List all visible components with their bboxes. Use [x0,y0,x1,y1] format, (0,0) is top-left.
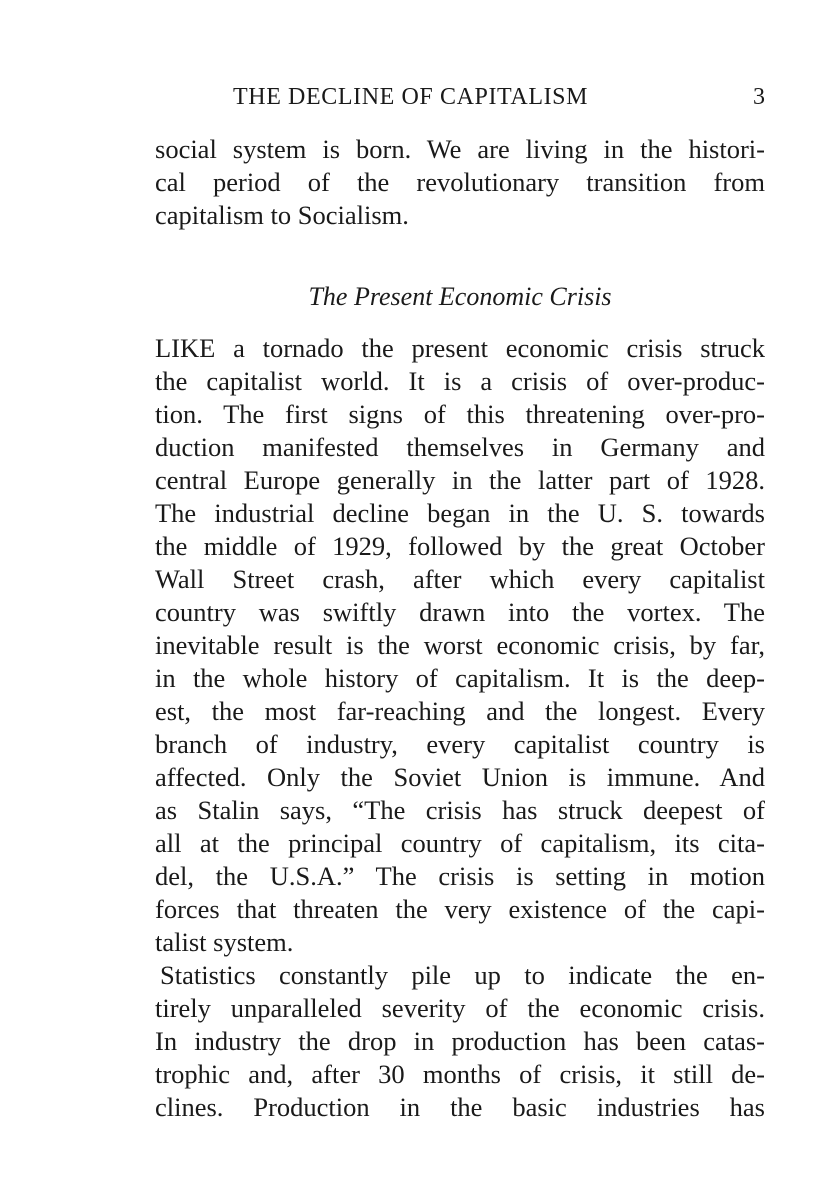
running-head [155,84,765,120]
text-line: capitalism to Socialism. [155,200,409,230]
text-line: central Europe generally in the latter part of 1928. [155,465,765,495]
text-line: the capitalist world. It is a crisis of over-produc- [155,366,765,396]
text-line: est, the most far-reaching and the longest. Every [155,696,765,726]
text-line: as Stalin says, “The crisis has struck deepest of [155,795,765,825]
text-line: talist system. [155,927,294,957]
text-line: in the whole history of capitalism. It is the deep- [155,663,765,693]
page-number: 3 [753,84,765,110]
text-line: Wall Street crash, after which every capitalist [155,564,765,594]
text-line: branch of industry, every capitalist country is [155,729,765,759]
running-title: THE DECLINE OF CAPITALISM [233,84,589,110]
text-line: country was swiftly drawn into the vortex. The [155,597,765,627]
text-line: inevitable result is the worst economic crisis, by far, [155,630,765,660]
text-line: cal period of the revolutionary transition from [155,167,765,197]
text-line: del, the U.S.A.” The crisis is setting in motion [155,861,765,891]
text-line: tirely unparalleled severity of the economic crisis. [155,993,765,1023]
text-line: social system is born. We are living in the histori- [155,134,765,164]
text-line: tion. The first signs of this threatening over-pro- [155,399,765,429]
text-line: duction manifested themselves in Germany and [155,432,765,462]
text-line: In industry the drop in production has been catas- [155,1026,765,1056]
text-line: Statistics constantly pile up to indicate the en- [160,960,765,990]
text-line: The industrial decline began in the U. S. towards [155,498,765,528]
text-line: affected. Only the Soviet Union is immune. And [155,762,765,792]
text-line: LIKE a tornado the present economic crisis struck [155,333,765,363]
section-heading: The Present Economic Crisis [308,282,612,311]
text-line: trophic and, after 30 months of crisis, it still de- [155,1059,765,1089]
text-line: clines. Production in the basic industries has [155,1092,765,1122]
text-line: all at the principal country of capitalism, its cita- [155,828,765,858]
text-line: the middle of 1929, followed by the great October [155,531,765,561]
text-line: forces that threaten the very existence of the capi- [155,894,765,924]
